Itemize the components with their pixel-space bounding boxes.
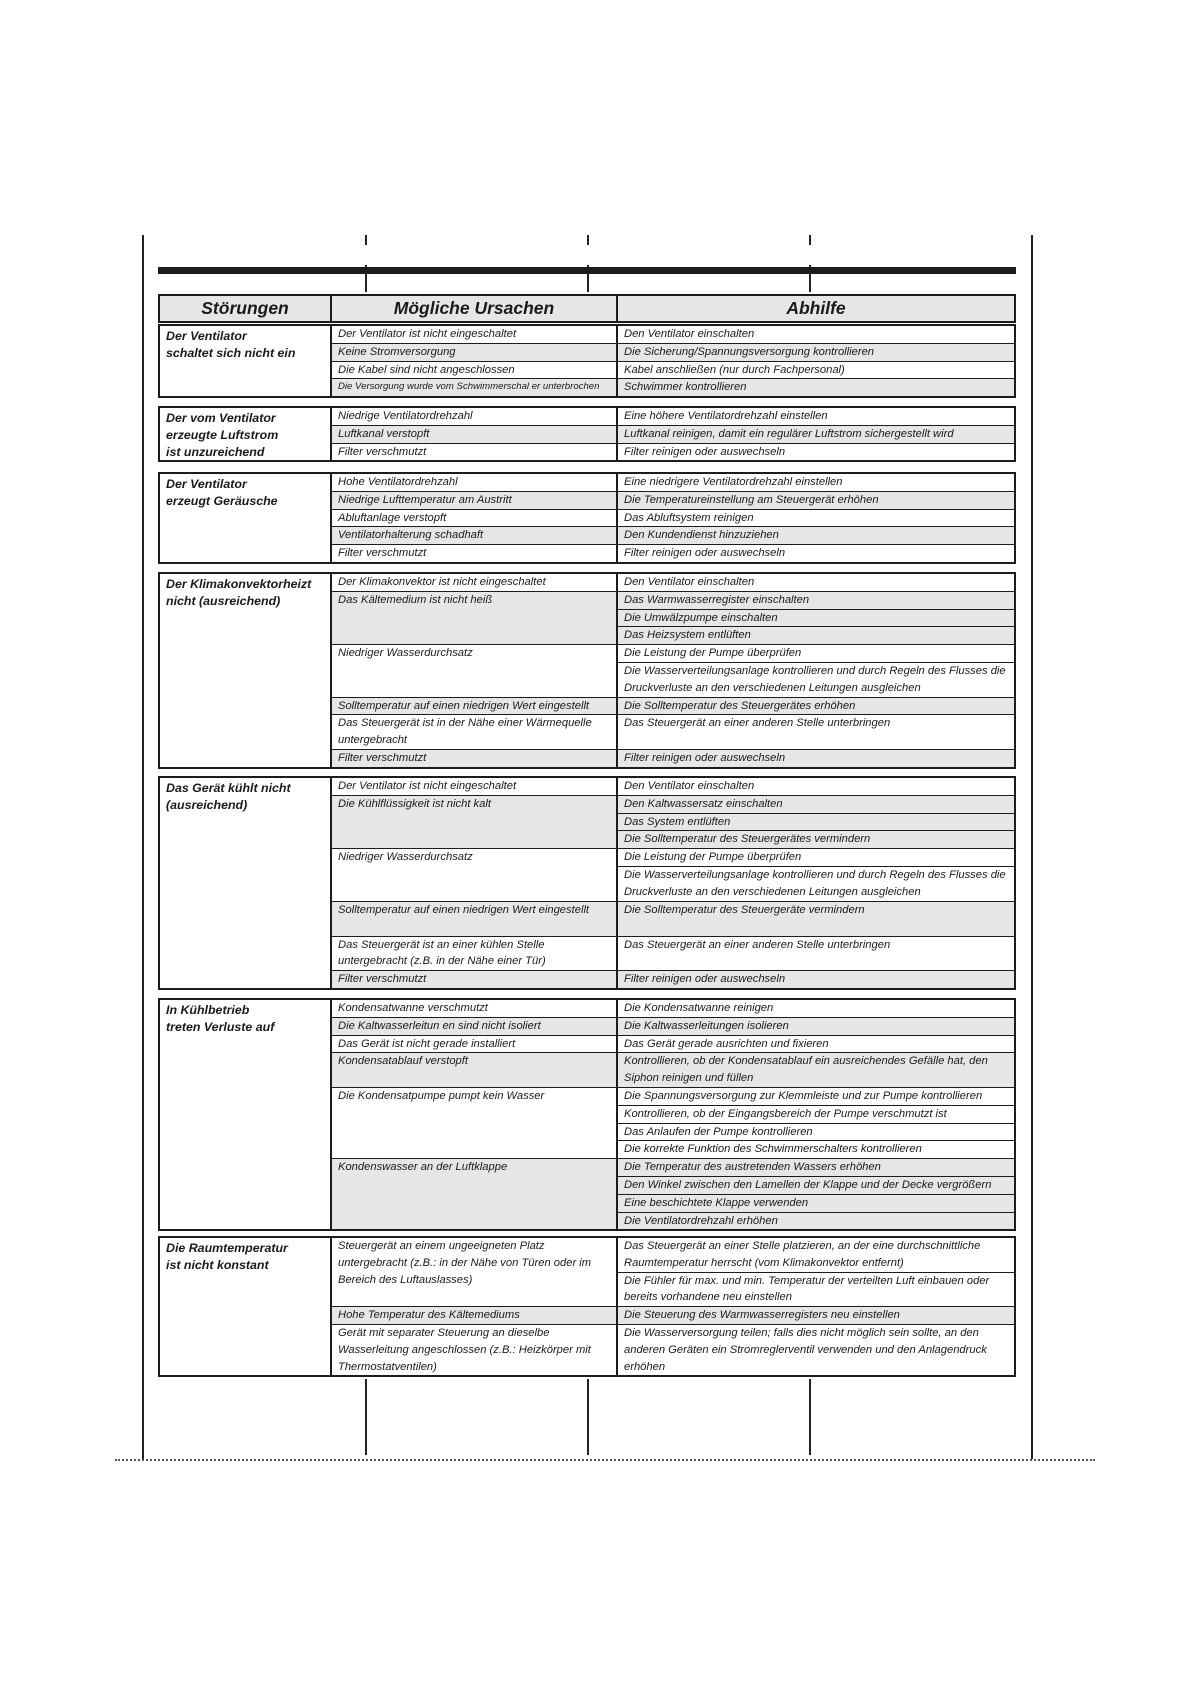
remedy-cell: Den Ventilator einschalten [617, 778, 1014, 795]
remedy-cell: Den Winkel zwischen den Lamellen der Klappe und der Decke vergrößern [617, 1176, 1014, 1194]
remedy-cell: Luftkanal reinigen, damit ein regulärer Luftstrom sichergestellt wird [617, 425, 1014, 443]
cause-cell: Solltemperatur auf einen niedrigen Wert eingestellt [331, 697, 617, 715]
remedy-cell: Die Ventilatordrehzahl erhöhen [617, 1212, 1014, 1229]
frame-left-line [142, 235, 144, 1459]
fault-block [158, 776, 1016, 990]
remedy-cell: Eine beschichtete Klappe verwenden [617, 1194, 1014, 1212]
remedy-cell: Das Gerät gerade ausrichten und fixieren [617, 1035, 1014, 1053]
remedy-cell: Die korrekte Funktion des Schwimmerschalters kontrollieren [617, 1141, 1014, 1159]
cause-cell: Das Gerät ist nicht gerade installiert [331, 1035, 617, 1053]
fault-label: Das Gerät kühlt nicht (ausreichend) [166, 781, 291, 812]
remedy-cell: Filter reinigen oder auswechseln [617, 545, 1014, 562]
cause-cell: Das Kältemedium ist nicht heiß [331, 591, 617, 644]
cause-cell: Niedriger Wasserdurchsatz [331, 849, 617, 901]
cause-cell: Die Kabel sind nicht angeschlossen [331, 361, 617, 379]
cause-cell: Die Kondensatpumpe pumpt kein Wasser [331, 1087, 617, 1158]
cause-cell: Solltemperatur auf einen niedrigen Wert eingestellt [331, 901, 617, 936]
remedy-cell: Die Temperatureinstellung am Steuergerät erhöhen [617, 491, 1014, 509]
remedy-cell: Filter reinigen oder auswechseln [617, 749, 1014, 766]
fault-block [158, 472, 1016, 564]
remedy-cell: Das Steuergerät an einer anderen Stelle unterbringen [617, 715, 1014, 750]
remedy-cell: Den Ventilator einschalten [617, 326, 1014, 343]
remedy-cell: Die Kondensatwanne reinigen [617, 1000, 1014, 1017]
cause-cell: Filter verschmutzt [331, 971, 617, 988]
column-mark-3-top [809, 235, 811, 245]
remedy-cell: Schwimmer kontrollieren [617, 379, 1014, 396]
cause-cell: Luftkanal verstopft [331, 425, 617, 443]
cause-cell: Abluftanlage verstopft [331, 509, 617, 527]
remedy-cell: Den Kaltwassersatz einschalten [617, 795, 1014, 813]
cause-cell: Filter verschmutzt [331, 749, 617, 766]
column-mark-3-bottom [809, 1379, 811, 1455]
remedy-cell: Die Fühler für max. und min. Temperatur der verteilten Luft einbauen oder bereits vorhandene neu einstellen [617, 1272, 1014, 1307]
cut-line [115, 1459, 1095, 1461]
remedy-cell: Das System entlüften [617, 813, 1014, 831]
remedy-cell: Eine niedrigere Ventilatordrehzahl einstellen [617, 474, 1014, 491]
fault-block [158, 324, 1016, 398]
column-mark-1-bottom [365, 1379, 367, 1455]
cause-cell: Filter verschmutzt [331, 443, 617, 460]
cause-cell: Kondensatablauf verstopft [331, 1053, 617, 1088]
cause-cell: Die Kaltwasserleitun en sind nicht isoliert [331, 1017, 617, 1035]
remedy-cell: Die Kaltwasserleitungen isolieren [617, 1017, 1014, 1035]
remedy-cell: Kabel anschließen (nur durch Fachpersonal) [617, 361, 1014, 379]
column-mark-2-top [587, 235, 589, 245]
remedy-cell: Die Umwälzpumpe einschalten [617, 609, 1014, 627]
remedy-cell: Die Wasserverteilungsanlage kontrollieren und durch Regeln des Flusses die Druckverluste an den verschiedenen Leitungen ausgleichen [617, 662, 1014, 697]
cause-cell: Filter verschmutzt [331, 545, 617, 562]
cause-cell: Kondensatwanne verschmutzt [331, 1000, 617, 1017]
cause-cell: Niedriger Wasserdurchsatz [331, 645, 617, 697]
remedy-cell: Den Kundendienst hinzuziehen [617, 527, 1014, 545]
remedy-cell: Filter reinigen oder auswechseln [617, 443, 1014, 460]
fault-block [158, 572, 1016, 769]
cause-cell: Der Ventilator ist nicht eingeschaltet [331, 778, 617, 795]
cause-cell: Gerät mit separater Steuerung an dieselbe Wasserleitung angeschlossen (z.B.: Heizkörper mit Thermostatventilen) [331, 1324, 617, 1375]
remedy-cell: Die Sicherung/Spannungsversorgung kontrollieren [617, 343, 1014, 361]
fault-label: In Kühlbetrieb treten Verluste auf [166, 1003, 275, 1034]
cause-cell: Der Klimakonvektor ist nicht eingeschaltet [331, 574, 617, 591]
cause-cell: Der Ventilator ist nicht eingeschaltet [331, 326, 617, 343]
cause-cell: Die Versorgung wurde vom Schwimmerschal er unterbrochen [331, 379, 617, 396]
remedy-cell: Kontrollieren, ob der Kondensatablauf ein ausreichendes Gefälle hat, den Siphon reinigen und füllen [617, 1053, 1014, 1088]
cause-cell: Ventilatorhalterung schadhaft [331, 527, 617, 545]
remedy-cell: Die Solltemperatur des Steuergerätes vermindern [617, 831, 1014, 849]
remedy-cell: Das Heizsystem entlüften [617, 627, 1014, 645]
fault-block [158, 1236, 1016, 1377]
fault-label: Die Raumtemperatur ist nicht konstant [166, 1241, 288, 1272]
remedy-cell: Die Wasserverteilungsanlage kontrollieren und durch Regeln des Flusses die Druckverluste an den verschiedenen Leitungen ausgleichen [617, 866, 1014, 901]
remedy-cell: Den Ventilator einschalten [617, 574, 1014, 591]
remedy-cell: Die Solltemperatur des Steuergeräte vermindern [617, 901, 1014, 936]
remedy-cell: Kontrollieren, ob der Eingangsbereich der Pumpe verschmutzt ist [617, 1105, 1014, 1123]
fault-label: Der Klimakonvektorheizt nicht (ausreichend) [166, 577, 312, 608]
header-remedy: Abhilfe [617, 296, 1014, 321]
remedy-cell: Das Steuergerät an einer Stelle platzieren, an der eine durchschnittliche Raumtemperatur herrscht (vom Klimakonvektor entfernt) [617, 1238, 1014, 1272]
cause-cell: Steuergerät an einem ungeeigneten Platz untergebracht (z.B.: in der Nähe von Türen oder im Bereich des Luftauslasses) [331, 1238, 617, 1307]
fault-label: Der vom Ventilator erzeugte Luftstrom ist unzureichend [166, 411, 279, 459]
cause-cell: Hohe Temperatur des Kältemediums [331, 1307, 617, 1325]
remedy-cell: Eine höhere Ventilatordrehzahl einstellen [617, 408, 1014, 425]
remedy-cell: Das Warmwasserregister einschalten [617, 591, 1014, 609]
header-faults: Störungen [201, 298, 289, 318]
cause-cell: Hohe Ventilatordrehzahl [331, 474, 617, 491]
fault-block [158, 406, 1016, 462]
remedy-cell: Die Wasserversorgung teilen; falls dies nicht möglich sein sollte, an den anderen Geräten ein Stromreglerventil verwenden und den Anlagendruck erhöhen [617, 1324, 1014, 1375]
header-rule [158, 267, 1016, 274]
table-header [158, 294, 1016, 323]
fault-label: Der Ventilator erzeugt Geräusche [166, 477, 278, 508]
fault-label: Der Ventilator schaltet sich nicht ein [166, 329, 296, 360]
frame-right-line [1031, 235, 1033, 1459]
remedy-cell: Filter reinigen oder auswechseln [617, 971, 1014, 988]
cause-cell: Das Steuergerät ist in der Nähe einer Wärmequelle untergebracht [331, 715, 617, 750]
remedy-cell: Das Abluftsystem reinigen [617, 509, 1014, 527]
fault-block [158, 998, 1016, 1231]
remedy-cell: Die Leistung der Pumpe überprüfen [617, 645, 1014, 663]
column-mark-1-top [365, 235, 367, 245]
remedy-cell: Die Temperatur des austretenden Wassers erhöhen [617, 1159, 1014, 1177]
remedy-cell: Die Steuerung des Warmwasserregisters neu einstellen [617, 1307, 1014, 1325]
cause-cell: Kondenswasser an der Luftklappe [331, 1159, 617, 1230]
cause-cell: Die Kühlflüssigkeit ist nicht kalt [331, 795, 617, 848]
cause-cell: Niedrige Ventilatordrehzahl [331, 408, 617, 425]
cause-cell: Keine Stromversorgung [331, 343, 617, 361]
remedy-cell: Die Solltemperatur des Steuergerätes erhöhen [617, 697, 1014, 715]
column-mark-2-bottom [587, 1379, 589, 1455]
remedy-cell: Die Leistung der Pumpe überprüfen [617, 849, 1014, 867]
remedy-cell: Das Anlaufen der Pumpe kontrollieren [617, 1123, 1014, 1141]
remedy-cell: Das Steuergerät an einer anderen Stelle unterbringen [617, 936, 1014, 971]
remedy-cell: Die Spannungsversorgung zur Klemmleiste und zur Pumpe kontrollieren [617, 1087, 1014, 1105]
header-causes: Mögliche Ursachen [331, 296, 617, 321]
cause-cell: Niedrige Lufttemperatur am Austritt [331, 491, 617, 509]
cause-cell: Das Steuergerät ist an einer kühlen Stelle untergebracht (z.B. in der Nähe einer Tür) [331, 936, 617, 971]
